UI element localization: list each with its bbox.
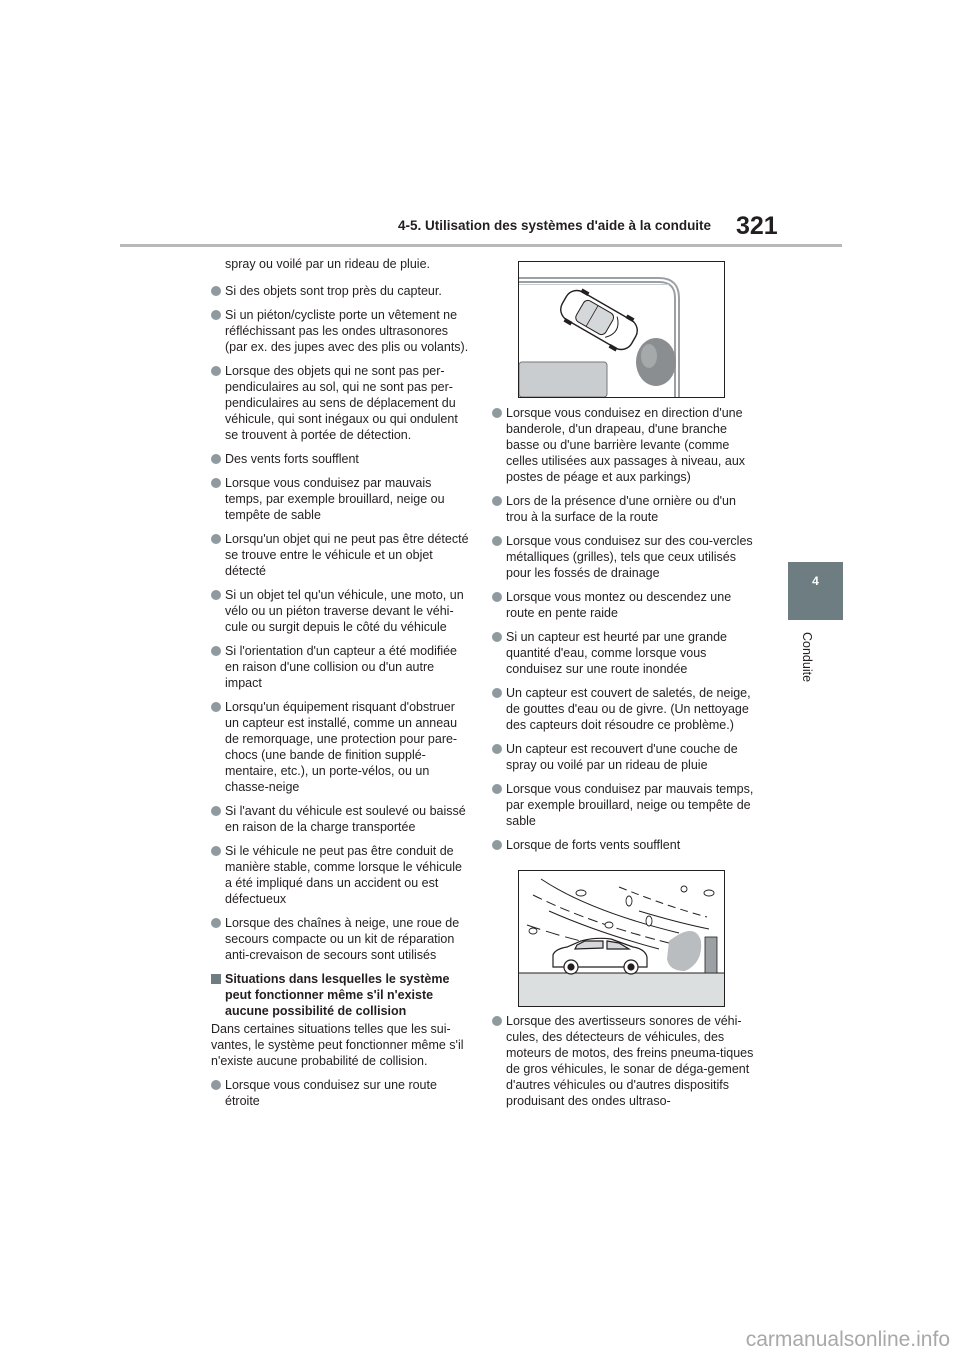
bullet-icon — [211, 918, 221, 928]
section-heading: Situations dans lesquelles le système peut fonctionner même s'il n'existe aucune possibilité de collision — [211, 971, 469, 1019]
list-item: Lorsque vous montez ou descendez une route en pente raide — [492, 589, 758, 621]
list-item: Un capteur est recouvert d'une couche de spray ou voilé par un rideau de pluie — [492, 741, 758, 773]
list-item: Si un piéton/cycliste porte un vêtement ne réfléchissant pas les ondes ultrasonores (par ex. des jupes avec des plis ou volants). — [211, 307, 469, 355]
list-item: Si l'orientation d'un capteur a été modifiée en raison d'une collision ou d'un autre impact — [211, 643, 469, 691]
bullet-icon — [492, 1016, 502, 1026]
list-item: Si un objet tel qu'un véhicule, une moto, un vélo ou un piéton traverse devant le véhi-cule ou surgit depuis le côté du véhicule — [211, 587, 469, 635]
list-item: Lorsque vous conduisez par mauvais temps, par exemple brouillard, neige ou tempête de sable — [492, 781, 758, 829]
list-item: Lorsque des avertisseurs sonores de véhi-cules, des détecteurs de véhicules, des moteurs de motos, des freins pneuma-tiques de gros véhicules, le sonar de déga-gement d'autres véhicules ou d'autres dispositifs produisant des ondes ultraso- — [492, 1013, 758, 1109]
list-item: Lorsque des chaînes à neige, une roue de secours compacte ou un kit de réparation anti-crevaison de secours sont utilisés — [211, 915, 469, 963]
bullet-icon — [211, 1080, 221, 1090]
bullet-icon — [492, 536, 502, 546]
list-item: Lorsque vous conduisez en direction d'une banderole, d'un drapeau, d'une branche basse ou d'une barrière levante (comme celles utilisées aux passages à niveau, aux postes de péage et aux parkings) — [492, 405, 758, 485]
list-item: Lorsqu'un équipement risquant d'obstruer un capteur est installé, comme un anneau de remorquage, une protection pour pare-chocs (une bande de finition supplé-mentaire, etc.), un porte-vélos, ou un chasse-neige — [211, 699, 469, 795]
bullet-icon — [492, 496, 502, 506]
chapter-tab — [788, 562, 843, 620]
square-bullet-icon — [211, 974, 221, 984]
bullet-icon — [492, 592, 502, 602]
bullet-icon — [211, 366, 221, 376]
list-item: Lorsque de forts vents soufflent — [492, 837, 758, 853]
narrow-road-illustration — [518, 261, 725, 398]
bullet-icon — [211, 806, 221, 816]
watermark: carmanualsonline.info — [745, 1328, 950, 1351]
list-item: Lorsque vous conduisez sur une route étroite — [211, 1077, 469, 1109]
paragraph: Dans certaines situations telles que les sui-vantes, le système peut fonctionner même s'il n'existe aucune probabilité de collision. — [211, 1022, 464, 1068]
list-item: Si un capteur est heurté par une grande quantité d'eau, comme lorsque vous conduisez sur une route inondée — [492, 629, 758, 677]
list-item: Des vents forts soufflent — [211, 451, 469, 467]
section-title: 4-5. Utilisation des systèmes d'aide à la conduite — [398, 218, 712, 233]
bullet-icon — [492, 632, 502, 642]
list-item: Lors de la présence d'une ornière ou d'un trou à la surface de la route — [492, 493, 758, 525]
bullet-icon — [211, 310, 221, 320]
right-column-bottom — [492, 1013, 758, 1117]
list-item: Si le véhicule ne peut pas être conduit de manière stable, comme lorsque le véhicule a été impliqué dans un accident ou est défectueux — [211, 843, 469, 907]
right-column — [492, 405, 758, 861]
list-item: Si des objets sont trop près du capteur. — [211, 283, 469, 299]
bullet-icon — [492, 784, 502, 794]
page-number: 321 — [736, 212, 778, 240]
list-item: Si l'avant du véhicule est soulevé ou baissé en raison de la charge transportée — [211, 803, 469, 835]
bullet-icon — [492, 408, 502, 418]
list-item: Lorsque vous conduisez sur des cou-vercles métalliques (grilles), tels que ceux utilisés pour les fossés de drainage — [492, 533, 758, 581]
bullet-icon — [211, 478, 221, 488]
list-item: Lorsqu'un objet qui ne peut pas être détecté se trouve entre le véhicule et un objet détecté — [211, 531, 469, 579]
bullet-icon — [211, 286, 221, 296]
bullet-icon — [211, 534, 221, 544]
bullet-icon — [211, 454, 221, 464]
bullet-icon — [211, 702, 221, 712]
bullet-icon — [211, 590, 221, 600]
list-item: Lorsque vous conduisez par mauvais temps, par exemple brouillard, neige ou tempête de sable — [211, 475, 469, 523]
chapter-number: 4 — [812, 574, 819, 588]
bullet-icon — [211, 646, 221, 656]
bullet-icon — [211, 846, 221, 856]
chapter-label: Conduite — [800, 632, 814, 683]
list-item: Un capteur est couvert de saletés, de neige, de gouttes d'eau ou de givre. (Un nettoyage des capteurs doit résoudre ce problème.) — [492, 685, 758, 733]
left-column — [211, 256, 469, 1117]
list-item: Lorsque des objets qui ne sont pas per-pendiculaires au sol, qui ne sont pas per-pendiculaires au sens de déplacement du véhicule, qui sont inégaux ou qui ondulent se trouvent à portée de détection. — [211, 363, 469, 443]
continuation-text: spray ou voilé par un rideau de pluie. — [225, 257, 430, 271]
bullet-icon — [492, 840, 502, 850]
bullet-icon — [492, 688, 502, 698]
header-rule — [120, 244, 842, 247]
bullet-icon — [492, 744, 502, 754]
strong-wind-illustration — [518, 870, 725, 1007]
